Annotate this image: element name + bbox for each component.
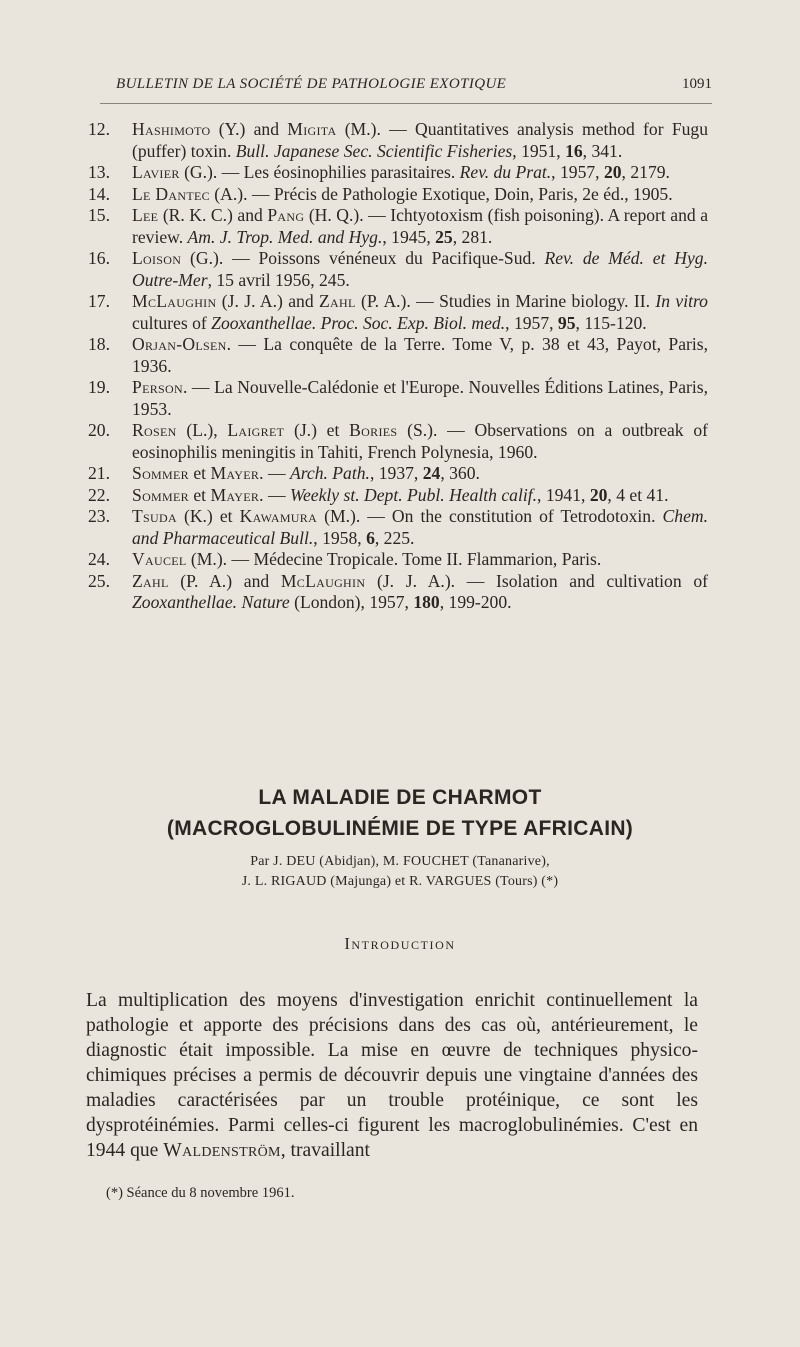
reference-text: Rosen (132, 420, 177, 440)
reference-number: 20. (88, 420, 110, 440)
reference-text: In vitro (655, 291, 708, 311)
introduction-paragraph (86, 988, 698, 1163)
reference-text: (S.). — Observations on a outbreak of eosinophilis meningitis in Tahiti, French Polynesia, 1960. (132, 420, 708, 462)
reference-text: (London), 1957, (289, 592, 414, 612)
reference-text: (P. A.) and (168, 570, 281, 591)
reference-text: (P. A.). — Studies in Marine biology. II. (355, 291, 656, 311)
reference-text: (R. K. C.) and (158, 205, 268, 225)
reference-text: 20 (603, 162, 622, 182)
reference-text: (M.). — Médecine Tropicale. Tome II. Flammarion, Paris. (186, 549, 602, 569)
reference-text: Loison (132, 248, 182, 268)
reference-text: , 1957, (505, 312, 558, 333)
reference-text: Lavier (132, 162, 180, 182)
reference-text: Bories (349, 420, 398, 440)
reference-text: Rev. de Méd. et Hyg. Outre-Mer (132, 248, 708, 290)
reference-text: (H. Q.). — Ichtyotoxism (fish poisoning). A report and a review. (132, 205, 708, 247)
reference-text: , 199-200. (439, 592, 512, 612)
reference-text: (A.). — Précis de Pathologie Exotique, Doin, Paris, 2e éd., 1905. (209, 183, 673, 204)
reference-text: (G.). — Poissons vénéneux du Pacifique-Sud. (181, 248, 545, 268)
reference-number: 13. (88, 162, 110, 182)
reference-text: 24 (422, 463, 441, 483)
reference-item (88, 571, 708, 614)
reference-text: Arch. Path. (289, 463, 370, 483)
reference-text: (L.), (176, 420, 228, 440)
reference-text: (K.) et (176, 506, 240, 526)
reference-item (88, 291, 708, 334)
reference-text: et (188, 484, 211, 505)
reference-text: Rev. du Prat. (459, 162, 552, 182)
running-header (100, 76, 712, 104)
reference-item (88, 205, 708, 248)
footnote: (*) Séance du 8 novembre 1961. (106, 1185, 295, 1201)
reference-text: , 341. (582, 140, 623, 161)
reference-item (88, 420, 708, 463)
reference-number: 12. (88, 119, 110, 139)
reference-item (88, 119, 708, 162)
reference-text: . — (259, 484, 290, 505)
reference-text: Zooxanthellae. Nature (132, 592, 290, 612)
reference-text: (M.). — On the constitution of Tetrodotoxin. (317, 506, 663, 526)
reference-number: 25. (88, 570, 110, 591)
reference-text: 25 (435, 226, 453, 247)
reference-text: 16 (565, 140, 583, 161)
reference-text: Mayer (210, 484, 260, 505)
reference-text: Zahl (132, 570, 169, 591)
article-title-line-2: (MACROGLOBULINÉMIE DE TYPE AFRICAIN) (166, 817, 634, 840)
reference-text: Sommer (132, 484, 189, 505)
reference-text: Pang (267, 205, 305, 225)
reference-text: , 281. (452, 226, 493, 247)
reference-text: Le Dantec (132, 183, 210, 204)
reference-text: Zooxanthellae. Proc. Soc. Exp. Biol. med. (211, 312, 506, 333)
reference-text: . — (259, 463, 290, 483)
reference-text: Laigret (227, 420, 285, 440)
reference-item (88, 463, 708, 485)
reference-text: , 1958, (313, 527, 367, 548)
reference-number: 23. (88, 506, 110, 526)
section-heading-introduction: Introduction (344, 934, 456, 953)
reference-text: Mayer (210, 463, 260, 483)
reference-item (88, 248, 708, 291)
reference-text: (Y.) and (210, 119, 288, 139)
reference-number: 15. (88, 205, 110, 225)
reference-item (88, 334, 708, 377)
reference-text: , 15 avril 1956, 245. (207, 269, 350, 290)
authors-line-2: J. L. RIGAUD (Majunga) et R. VARGUES (Tours) (*) (241, 874, 559, 889)
reference-text: Zahl (318, 291, 356, 311)
reference-text: , 2179. (621, 162, 670, 182)
page-number: 1091 (682, 76, 712, 92)
authors-line-1: Par J. DEU (Abidjan), M. FOUCHET (Tananarive), (250, 854, 550, 869)
reference-text: cultures of (132, 312, 212, 333)
reference-text: Person (132, 377, 183, 397)
reference-text: Weekly st. Dept. Publ. Health calif. (289, 484, 538, 505)
reference-item (88, 162, 708, 184)
reference-item (88, 377, 708, 420)
reference-text: Chem. and Pharmaceutical Bull. (132, 506, 708, 548)
header-rule (100, 103, 712, 104)
body-text-start: La multiplication des moyens d'investigation enrichit continuellement la pathologie et apporte des précisions dans des cas où, antérieurement, le diagnostic était impossible. La mise en œuvre de techniques physico-chimiques précises a permis de découvrir depuis une vingtaine d'années des maladies caractérisées par un trouble protéinique, ce sont les dysprotéinémies. Parmi celles-ci figurent les macroglobulinémies. C'est en 1944 que (86, 990, 698, 1161)
reference-text: Vaucel (132, 549, 187, 569)
reference-text: , 225. (374, 527, 415, 548)
reference-text: Hashimoto (132, 119, 211, 139)
reference-text: McLaughin (132, 291, 217, 311)
reference-text: (M.). — Quantitatives analysis method for Fugu (puffer) toxin. (132, 119, 709, 161)
reference-number: 17. (88, 291, 110, 311)
author-name-waldenstrom: Waldenström (163, 1140, 281, 1161)
reference-text: Tsuda (132, 506, 177, 526)
reference-number: 19. (88, 377, 110, 397)
reference-text: 6 (366, 527, 375, 548)
reference-text: 20 (589, 484, 608, 505)
reference-item (88, 485, 708, 507)
body-text-end: , travaillant (280, 1140, 370, 1161)
reference-number: 24. (88, 549, 110, 569)
running-title: BULLETIN DE LA SOCIÉTÉ DE PATHOLOGIE EXOTIQUE (116, 76, 507, 92)
reference-number: 16. (88, 248, 110, 268)
reference-item (88, 549, 708, 571)
reference-text: Sommer (132, 463, 189, 483)
reference-number: 14. (88, 183, 110, 204)
reference-text: 95 (557, 312, 576, 333)
reference-list (88, 119, 708, 614)
reference-text: 180 (413, 592, 440, 612)
reference-item (88, 506, 708, 549)
reference-text: , 1945, (382, 226, 436, 247)
reference-text: Kawamura (239, 506, 318, 526)
reference-text: , 360. (440, 463, 480, 483)
reference-text: Migita (287, 119, 337, 139)
reference-text: et (188, 463, 211, 483)
reference-text: Am. J. Trop. Med. and Hyg. (187, 226, 383, 247)
reference-text: , 1951, (512, 140, 566, 161)
reference-text: McLaughin (280, 570, 366, 591)
reference-number: 22. (88, 484, 110, 505)
reference-text: Lee (132, 205, 159, 225)
reference-text: (J.) et (284, 420, 350, 440)
reference-text: , 1937, (369, 463, 423, 483)
reference-number: 18. (88, 334, 110, 354)
reference-text: (J. J. A.). — Isolation and cultivation of (365, 570, 708, 591)
reference-text: (J. J. A.) and (216, 291, 319, 311)
reference-text: (G.). — Les éosinophilies parasitaires. (179, 162, 460, 182)
reference-text: . — La conquête de la Terre. Tome V, p. 38 et 43, Payot, Paris, 1936. (132, 334, 708, 376)
article-title-line-1: LA MALADIE DE CHARMOT (258, 786, 542, 809)
reference-item (88, 184, 708, 206)
reference-number: 21. (88, 463, 110, 483)
reference-text: , 4 et 41. (607, 484, 669, 505)
reference-text: , 1941, (537, 484, 590, 505)
reference-text: . — La Nouvelle-Calédonie et l'Europe. Nouvelles Éditions Latines, Paris, 1953. (132, 377, 708, 419)
reference-text: , 115-120. (575, 312, 647, 333)
reference-text: Bull. Japanese Sec. Scientific Fisheries (235, 140, 513, 161)
reference-text: , 1957, (551, 162, 604, 182)
reference-text: Orjan-Olsen (132, 334, 227, 354)
